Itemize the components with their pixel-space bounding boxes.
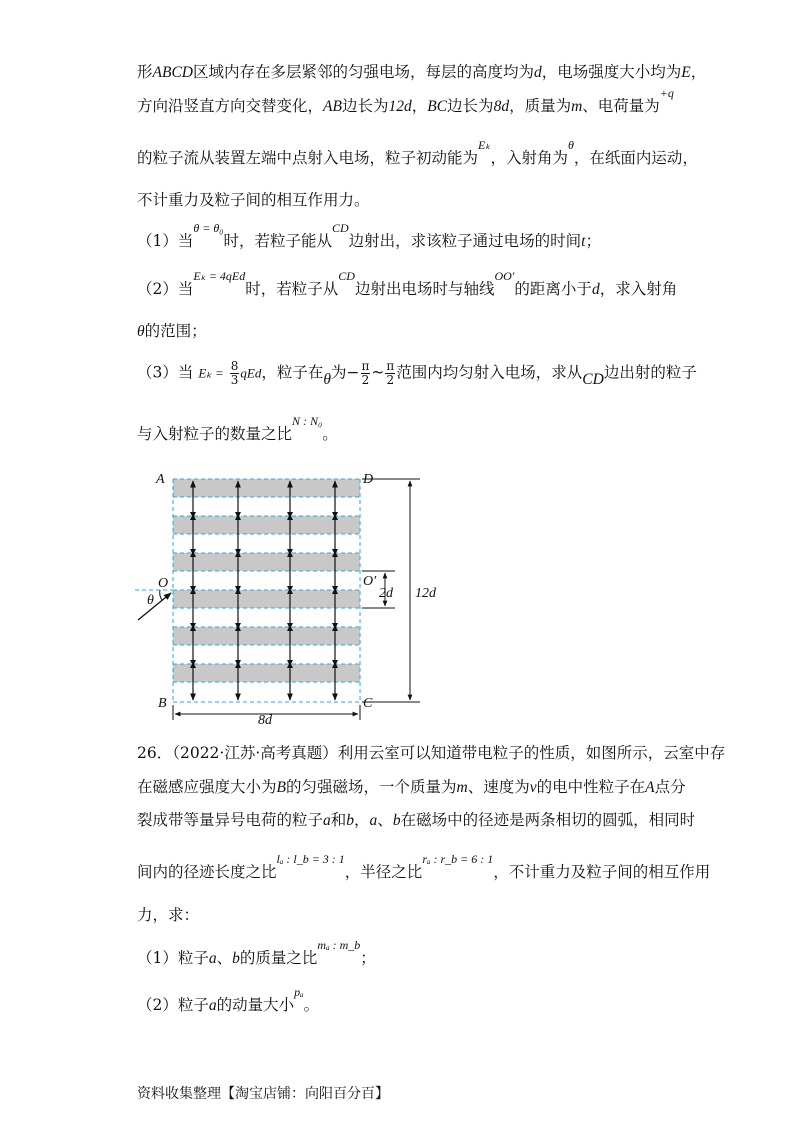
footer-source: 资料收集整理【淘宝店铺：向阳百分百】 [137, 1086, 389, 1102]
p25-question-2-cont: θ的范围； [137, 322, 207, 340]
p26-line-1: 26．（2022·江苏·高考真题）利用云室可以知道带电粒子的性质，如图所示，云室中存 [137, 744, 726, 762]
label-A: A [156, 472, 165, 487]
p25-question-3-cont: 与入射粒子的数量之比$^{N : N_0}$。 [137, 414, 338, 443]
label-B: B [158, 696, 167, 711]
label-C: C [363, 696, 373, 711]
angle-arc [160, 590, 162, 600]
label-12d: 12d [415, 586, 436, 601]
p26-question-2: （2）粒子a的动量大小$^{p_a}$。 [137, 985, 320, 1014]
p25-question-1: （1）当$^{\theta = \theta_0}$时，若粒子能从$^{CD}$边射出，求该粒子通过电场的时间t； [137, 221, 601, 250]
label-theta: θ [147, 593, 154, 608]
label-8d: 8d [258, 713, 272, 728]
p26-question-1: （1）粒子a、b的质量之比$^{m_a : m\_b}$； [137, 938, 376, 967]
label-O: O [158, 576, 169, 591]
fraction-pi-2-neg: $\frac{\pi}{2}$ [361, 359, 370, 387]
p25-line-4: 不计重力及粒子间的相互作用力。 [137, 191, 370, 209]
label-2d: 2d [379, 586, 393, 601]
p25-question-3: （3）当 Eₖ = $\frac{8}{3}$ qEd，粒子在θ为− $\frac{\pi}{2}$ ~ $\frac{\pi}{2}$ 范围内均匀射入电场，求从CD边出射的粒子 [137, 359, 697, 388]
p26-line-4: 间内的径迹长度之比$^{l_a : l\_b = 3 : 1}$，半径之比$^{r_a : r\_b = 6 : 1}$，不计重力及粒子间的相互作用 [137, 852, 711, 881]
p25-question-2: （2）当$^{E_k = 4qEd}$时，若粒子从$^{CD}$边射出电场时与轴线$^{OO'}$的距离小于d，求入射角 [137, 269, 678, 298]
fraction-pi-2: $\frac{\pi}{2}$ [386, 359, 395, 387]
p26-line-2: 在磁感应强度大小为B的匀强磁场，一个质量为m、速度为v的电中性粒子在A点分 [137, 778, 686, 796]
p25-line-1: 形ABCD区域内存在多层紧邻的匀强电场，每层的高度均为d，电场强度大小均为E， [137, 63, 707, 81]
electric-field-diagram [130, 462, 450, 732]
p26-line-3: 裂成带等量异号电荷的粒子a和b，a、b在磁场中的径迹是两条相切的圆弧，相同时 [137, 811, 696, 829]
label-D: D [363, 472, 374, 487]
field-bands [173, 479, 360, 682]
p25-line-3: 的粒子流从装置左端中点射入电场，粒子初动能为$^{E_k}$，入射角为$^\theta$，在纸面内运动， [137, 138, 698, 167]
p26-line-5: 力，求： [137, 906, 200, 924]
incident-arrow [138, 593, 171, 620]
fraction-8-3: $\frac{8}{3}$ [230, 359, 239, 387]
p25-line-2: 方向沿竖直方向交替变化，AB边长为12d，BC边长为8d，质量为m、电荷量为$^{+q}$ [137, 86, 674, 115]
label-O-prime: O′ [363, 574, 377, 589]
